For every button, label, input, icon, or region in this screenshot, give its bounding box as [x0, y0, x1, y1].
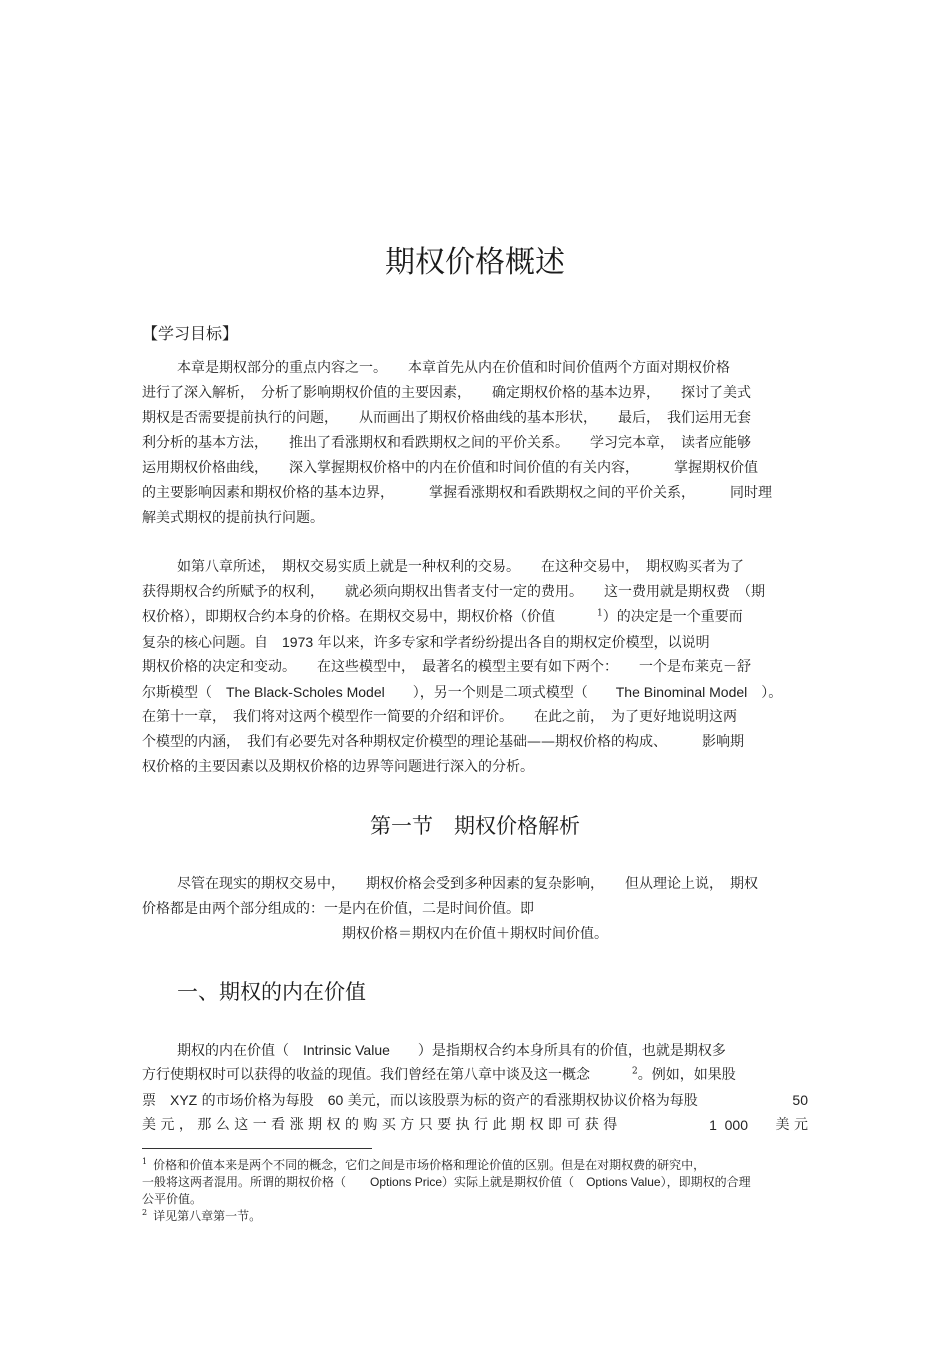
text-line: 在第十一章， 我们将对这两个模型作一简要的介绍和评价。 在此之前， 为了更好地说明这两	[142, 709, 737, 725]
text-run: 一般将这两者混用。所谓的期权价格（	[142, 1175, 371, 1189]
text-line: 运用期权价格曲线， 深入掌握期权价格中的内在价值和时间价值的有关内容， 掌握期权价值	[142, 460, 758, 476]
subsection-title: 一、期权的内在价值	[177, 980, 366, 1004]
footnote-mark: 2	[142, 1208, 148, 1217]
text-run: 美 元 ， 那 么 这 一 看 涨 期 权 的 购 买 方 只 要 执 行 此 期 权 即 可 获 得	[142, 1117, 618, 1133]
page-title: 期权价格概述	[385, 245, 565, 280]
footnote-ref-2: 2	[632, 1066, 638, 1077]
footnote-1-line	[142, 1174, 808, 1191]
text-line: 获得期权合约所赋予的权利， 就必须向期权出售者支付一定的费用。 这一费用就是期权费 （期	[142, 584, 765, 600]
text-run: 复杂的核心问题。自	[142, 635, 282, 651]
currency-unit: 美 元	[775, 1117, 808, 1133]
text-line: 解美式期权的提前执行问题。	[142, 510, 324, 526]
text-run: ），另一个则是二项式模型（	[384, 685, 616, 701]
text-line: 期权价格的决定和变动。 在这些模型中， 最著名的模型主要有如下两个： 一个是布莱克－舒	[142, 659, 751, 675]
section-title: 第一节 期权价格解析	[370, 814, 580, 838]
footnotes	[142, 1157, 808, 1225]
text-line: 本章是期权部分的重点内容之一。 本章首先从内在价值和时间价值两个方面对期权价格	[177, 360, 730, 376]
text-run: 权价格），即期权合约本身的价格。在期权交易中，期权价格（价值	[142, 609, 597, 625]
text-line	[142, 605, 808, 630]
text-line: 利分析的基本方法， 推出了看涨期权和看跌期权之间的平价关系。 学习完本章， 读者应能够	[142, 435, 751, 451]
text-run: ）的决定是一个重要而	[602, 609, 743, 625]
footnote-ref-1: 1	[597, 608, 603, 619]
text-run: ），即期权的合理	[660, 1175, 751, 1189]
text-run: 美元，而以该股票为标的资产的看涨期权协议价格为每股	[343, 1093, 698, 1109]
text-line: 个模型的内涵， 我们有必要先对各种期权定价模型的理论基础——期权价格的构成、 影响期	[142, 734, 744, 750]
text-run: 尔斯模型（	[142, 685, 226, 701]
text-run: ）实际上就是期权价值（	[442, 1175, 587, 1189]
text-run: 年以来，许多专家和学者纷纷提出各自的期权定价模型，以说明	[313, 635, 710, 651]
text-line: 价格都是由两个部分组成的：一是内在价值，二是时间价值。即	[142, 901, 534, 917]
price-formula: 期权价格＝期权内在价值＋期权时间价值。	[342, 926, 608, 942]
footnote-divider	[142, 1148, 372, 1149]
term-options-value: Options Value	[586, 1175, 661, 1189]
text-run: 。例如，如果股	[637, 1067, 736, 1083]
intro-paragraph	[142, 356, 808, 531]
option-pricing-paragraph	[142, 555, 808, 780]
footnote-mark: 1	[142, 1157, 148, 1166]
market-price: 60	[327, 1092, 344, 1108]
text-run: ）。	[747, 685, 783, 701]
text-run: 期权的内在价值（	[177, 1043, 303, 1059]
text-line: 进行了深入解析， 分析了影响期权价值的主要因素， 确定期权价格的基本边界， 探讨了美式	[142, 385, 751, 401]
text-line: 权价格的主要因素以及期权价格的边界等问题进行深入的分析。	[142, 759, 534, 775]
text-run: 价格和价值本来是两个不同的概念，它们之间是市场价格和理论价值的区别。但是在对期权费的研究中，	[153, 1158, 706, 1172]
objectives-heading: 【学习目标】	[142, 324, 239, 343]
model-name-binominal: The Binominal Model	[615, 684, 748, 700]
model-name-black-scholes: The Black-Scholes Model	[226, 684, 385, 700]
year-value: 1973	[282, 634, 314, 650]
price-composition-paragraph	[142, 872, 808, 922]
footnote-1-line: 公平价值。	[142, 1192, 203, 1206]
term-intrinsic-value: Intrinsic Value	[303, 1042, 390, 1058]
payoff-amount: 1 000	[709, 1117, 748, 1133]
text-line	[142, 1088, 808, 1113]
footnote-2-line	[142, 1208, 808, 1225]
text-run: 方行使期权时可以获得的收益的现值。我们曾经在第八章中谈及这一概念	[142, 1067, 632, 1083]
text-line	[142, 680, 808, 705]
text-line	[142, 630, 808, 655]
strike-price: 50	[792, 1092, 808, 1108]
text-line: 如第八章所述， 期权交易实质上就是一种权利的交易。 在这种交易中， 期权购买者为了	[177, 559, 744, 575]
text-line: 期权是否需要提前执行的问题， 从而画出了期权价格曲线的基本形状， 最后， 我们运用无套	[142, 410, 751, 426]
intrinsic-value-paragraph	[142, 1038, 808, 1138]
text-run: ）是指期权合约本身所具有的价值，也就是期权多	[389, 1043, 726, 1059]
text-line: 的主要影响因素和期权价格的基本边界， 掌握看涨期权和看跌期权之间的平价关系， 同时理	[142, 485, 772, 501]
text-run: 详见第八章第一节。	[153, 1209, 262, 1223]
text-line	[142, 1063, 808, 1088]
text-line: 尽管在现实的期权交易中， 期权价格会受到多种因素的复杂影响， 但从理论上说， 期权	[177, 876, 758, 892]
footnote-1-line	[142, 1157, 808, 1174]
text-run: 票	[142, 1093, 170, 1109]
term-options-price: Options Price	[370, 1175, 443, 1189]
text-line	[142, 1113, 808, 1138]
stock-symbol: XYZ	[170, 1092, 198, 1108]
text-line	[142, 1038, 808, 1063]
text-run: 的市场价格为每股	[197, 1093, 328, 1109]
